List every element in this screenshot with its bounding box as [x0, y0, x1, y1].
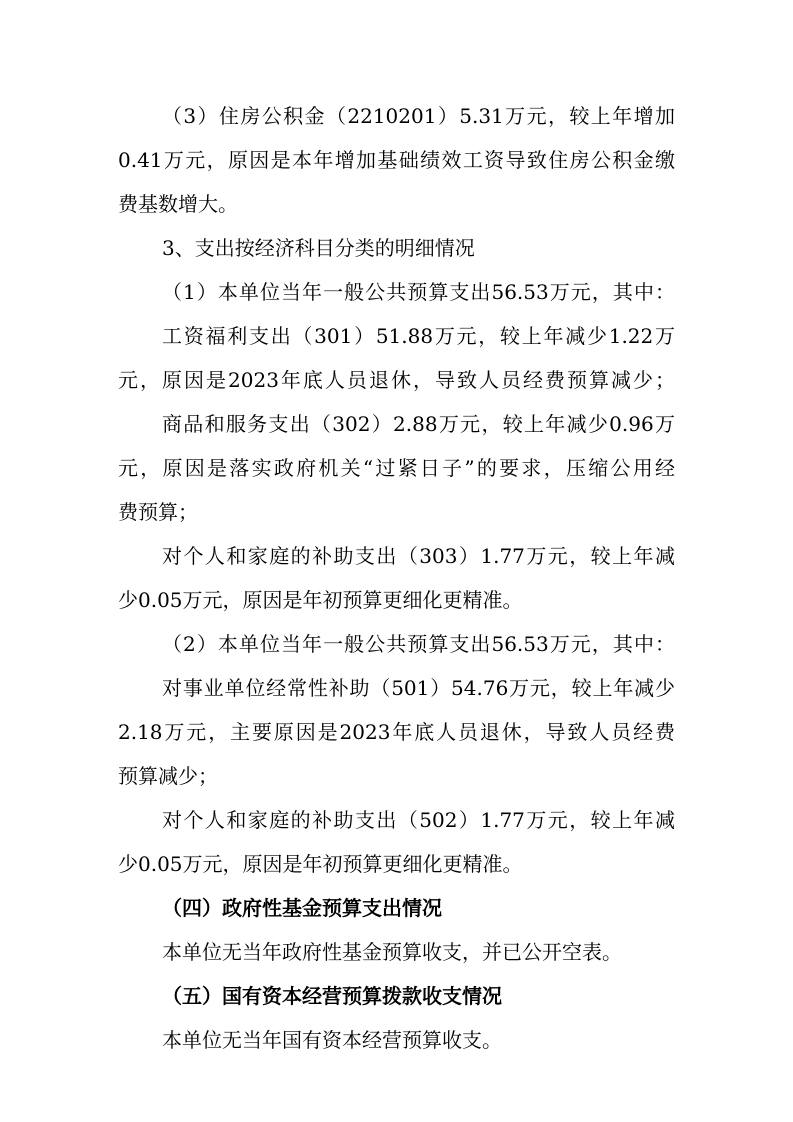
text-line — [0, 494, 793, 530]
text-line — [0, 362, 793, 398]
text-line — [0, 670, 793, 706]
line-text: （3）住房公积金（2210201）5.31万元，较上年增加 — [162, 104, 675, 128]
text-line — [0, 538, 793, 574]
text-line — [0, 186, 793, 222]
line-text: 3、支出按经济科目分类的明细情况 — [162, 236, 475, 260]
line-text: 0.41万元，原因是本年增加基础绩效工资导致住房公积金缴 — [118, 148, 675, 172]
text-line — [0, 142, 793, 178]
line-text: 商品和服务支出（302）2.88万元，较上年减少0.96万 — [162, 412, 675, 436]
line-text: 少0.05万元，原因是年初预算更细化更精准。 — [118, 852, 523, 876]
line-text: 本单位无当年政府性基金预算收支，并已公开空表。 — [162, 940, 622, 964]
text-line — [0, 846, 793, 882]
section-heading — [0, 230, 793, 266]
text-line — [0, 1022, 793, 1058]
line-text: 对个人和家庭的补助支出（303）1.77万元，较上年减 — [162, 544, 675, 568]
line-text: （2）本单位当年一般公共预算支出56.53万元，其中： — [162, 632, 675, 656]
text-line — [0, 758, 793, 794]
line-text: 元，原因是落实政府机关“过紧日子”的要求，压缩公用经 — [118, 456, 675, 480]
text-line — [0, 450, 793, 486]
line-text: 对个人和家庭的补助支出（502）1.77万元，较上年减 — [162, 808, 675, 832]
text-line — [0, 406, 793, 442]
line-text: 少0.05万元，原因是年初预算更细化更精准。 — [118, 588, 523, 612]
line-text: （四）政府性基金预算支出情况 — [162, 896, 442, 920]
line-text: 本单位无当年国有资本经营预算收支。 — [162, 1028, 502, 1052]
line-text: 元，原因是2023年底人员退休，导致人员经费预算减少； — [118, 368, 675, 392]
text-line — [0, 274, 793, 310]
line-text: 工资福利支出（301）51.88万元，较上年减少1.22万 — [162, 324, 675, 348]
section-heading — [0, 890, 793, 926]
line-text: （1）本单位当年一般公共预算支出56.53万元，其中： — [162, 280, 675, 304]
line-text: 对事业单位经常性补助（501）54.76万元，较上年减少 — [162, 676, 675, 700]
text-line — [0, 98, 793, 134]
line-text: 预算减少； — [118, 764, 218, 788]
text-line — [0, 582, 793, 618]
text-line — [0, 318, 793, 354]
text-line — [0, 714, 793, 750]
section-heading — [0, 978, 793, 1014]
text-line — [0, 626, 793, 662]
line-text: 2.18万元，主要原因是2023年底人员退休，导致人员经费 — [118, 720, 675, 744]
text-line — [0, 934, 793, 970]
line-text: 费基数增大。 — [118, 192, 238, 216]
text-line — [0, 802, 793, 838]
line-text: （五）国有资本经营预算拨款收支情况 — [162, 984, 502, 1008]
line-text: 费预算； — [118, 500, 198, 524]
